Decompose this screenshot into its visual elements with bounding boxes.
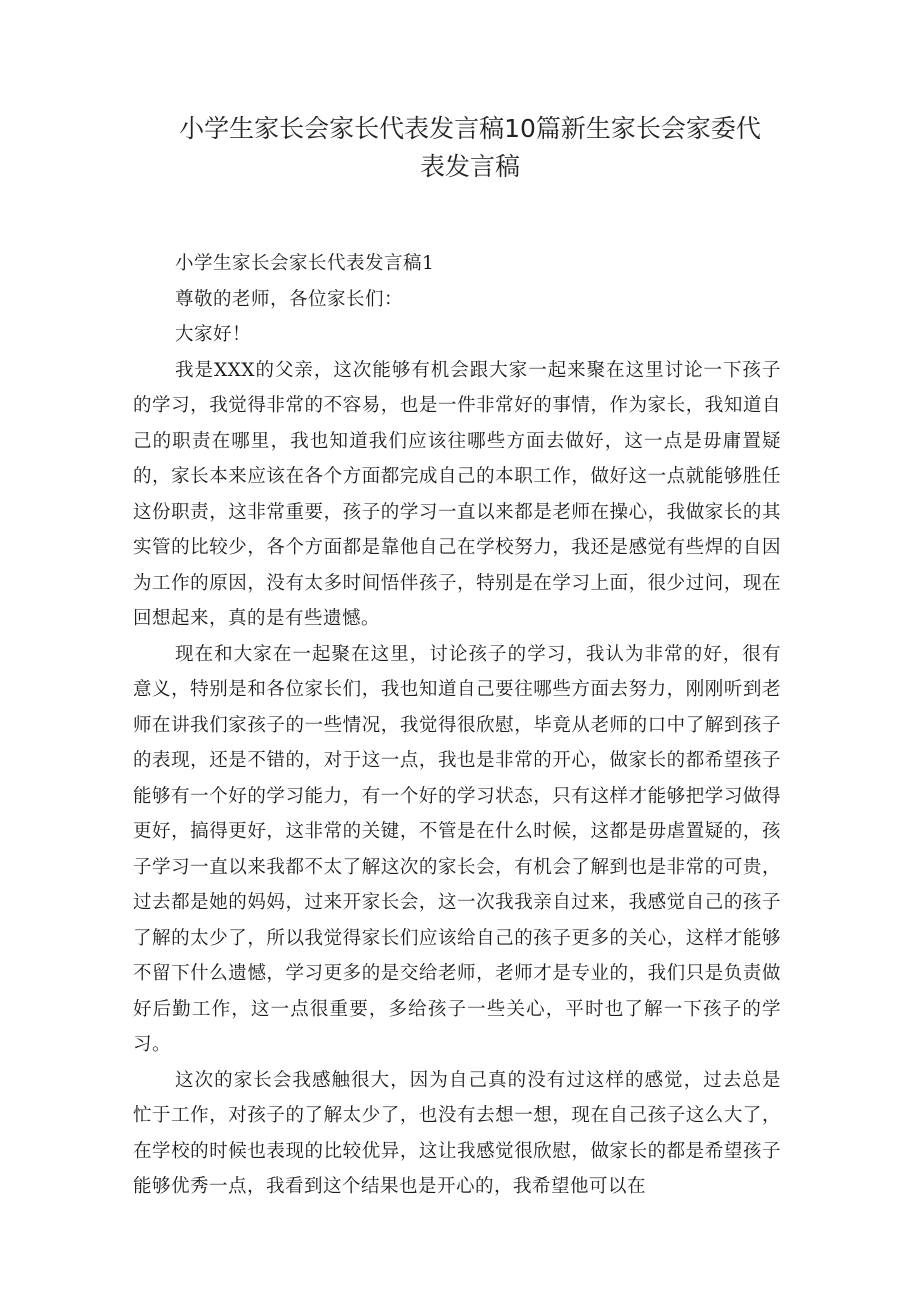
document-subtitle: 小学生家长会家长代表发言稿1 [175, 253, 435, 274]
paragraph-3: 这次的家长会我感触很大，因为自己真的没有过这样的感觉，过去总是忙于工作，对孩子的了解太少了，也没有去想一想，现在自己孩子这么大了，在学校的时候也表现的比较优异，这让我感觉很欣慰，做家长的都是希望孩子能够优秀一点，我看到这个结果也是开心的，我希望他可以在 [133, 1069, 781, 1197]
document-body [133, 246, 781, 1205]
salutation: 尊敬的老师，各位家长们： [175, 288, 404, 310]
paragraph-2: 现在和大家在一起聚在这里，讨论孩子的学习，我认为非常的好，很有意义，特别是和各位家长们，我也知道自己要往哪些方面去努力，刚刚听到老师在讲我们家孩子的一些情况，我觉得很欣慰，毕竟从老师的口中了解到孩子的表现，还是不错的，对于这一点，我也是非常的开心，做家长的都希望孩子能够有一个好的学习能力，有一个好的学习状态，只有这样才能够把学习做得更好，搞得更好，这非常的关键，不管是在什么时候，这都是毋虐置疑的，孩子学习一直以来我都不太了解这次的家长会，有机会了解到也是非常的可贵，过去都是她的妈妈，过来开家长会，这一次我我亲自过来，我感觉自己的孩子了解的太少了，所以我觉得家长们应该给自己的孩子更多的关心，这样才能够不留下什么遗憾，学习更多的是交给老师，老师才是专业的，我们只是负责做好后勤工作，这一点很重要，多给孩子一些关心，平时也了解一下孩子的学习。 [133, 643, 781, 1055]
document-title: 小学生家长会家长代表发言稿10篇新生家长会家委代表发言稿 [179, 114, 761, 181]
greeting: 大家好！ [175, 324, 252, 345]
paragraph-1: 我是XXX的父亲，这次能够有机会跟大家一起来聚在这里讨论一下孩子的学习，我觉得非常的不容易，也是一件非常好的事情，作为家长，我知道自己的职责在哪里，我也知道我们应该往哪些方面去做好，这一点是毋庸置疑的，家长本来应该在各个方面都完成自己的本职工作，做好这一点就能够胜任这份职责，这非常重要，孩子的学习一直以来都是老师在操心，我做家长的其实管的比较少，各个方面都是靠他自己在学校努力，我还是感觉有些焊的自因为工作的原因，没有太多时间悟伴孩子，特别是在学习上面，很少过问，现在回想起来，真的是有些遗憾。 [133, 359, 781, 629]
